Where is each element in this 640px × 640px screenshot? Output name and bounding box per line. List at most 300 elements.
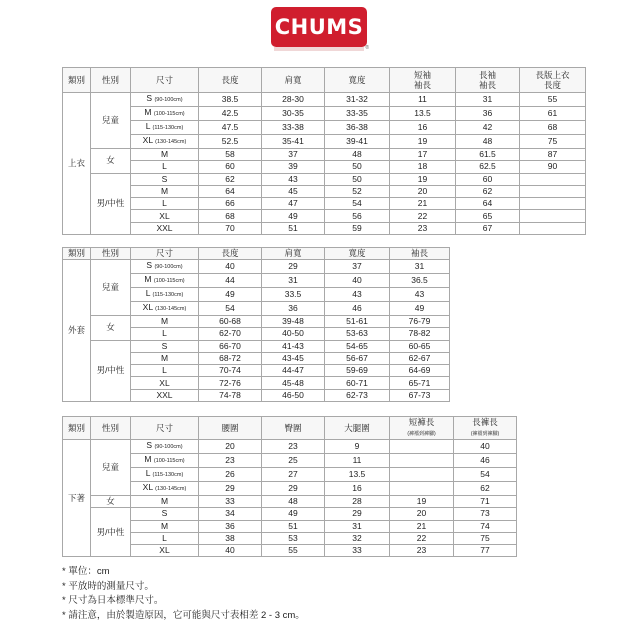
measurement-cell: 44-47 xyxy=(262,365,325,377)
size-label: XL xyxy=(142,135,153,145)
size-cell xyxy=(131,440,199,454)
measurement-cell xyxy=(520,198,586,210)
measurement-cell: 40 xyxy=(454,440,517,454)
size-cell xyxy=(131,508,199,520)
measurement-cell: 36 xyxy=(456,107,520,121)
measurement-cell: 36 xyxy=(262,302,325,316)
category-cell: 下著 xyxy=(63,440,91,557)
table-row xyxy=(63,260,450,274)
measurement-cell: 36.5 xyxy=(390,274,450,288)
size-label: S xyxy=(161,173,168,184)
header-row xyxy=(63,68,586,93)
table-row xyxy=(63,107,586,121)
size-cell xyxy=(131,210,199,222)
table-row xyxy=(63,440,517,454)
size-cell xyxy=(131,545,199,557)
measurement-cell: 31 xyxy=(262,274,325,288)
height-range: (115-130cm) xyxy=(152,125,184,131)
table-row xyxy=(63,198,586,210)
measurement-cell: 20 xyxy=(199,440,262,454)
measurement-cell: 33.5 xyxy=(262,288,325,302)
measurement-cell: 22 xyxy=(390,532,454,544)
measurement-cell: 74 xyxy=(454,520,517,532)
measurement-cell: 62-73 xyxy=(325,389,390,401)
measurement-cell: 17 xyxy=(390,149,456,161)
table-row xyxy=(63,135,586,149)
measurement-cell: 48 xyxy=(456,135,520,149)
measurement-cell: 11 xyxy=(390,93,456,107)
measurement-cell: 67 xyxy=(456,222,520,234)
measurement-cell: 19 xyxy=(390,173,456,185)
measurement-cell: 60-71 xyxy=(325,377,390,389)
measurement-cell: 50 xyxy=(325,161,390,173)
size-label: S xyxy=(161,340,168,351)
measurement-cell xyxy=(520,185,586,197)
measurement-cell: 47 xyxy=(262,198,325,210)
column-header: 腰圍 xyxy=(199,417,262,440)
size-label: XL xyxy=(159,210,170,221)
measurement-cell: 46 xyxy=(454,454,517,468)
column-header: 類別 xyxy=(63,417,91,440)
measurement-cell: 26 xyxy=(199,468,262,482)
height-range: (100-115cm) xyxy=(153,111,185,117)
measurement-cell: 59 xyxy=(325,222,390,234)
measurement-cell: 11 xyxy=(325,454,390,468)
size-cell xyxy=(131,222,199,234)
measurement-cell: 36-38 xyxy=(325,121,390,135)
measurement-cell: 28 xyxy=(325,496,390,508)
measurement-cell: 62 xyxy=(456,185,520,197)
measurement-cell: 65 xyxy=(456,210,520,222)
size-cell xyxy=(131,198,199,210)
size-label: S xyxy=(161,508,168,519)
size-cell xyxy=(131,149,199,161)
column-header: 尺寸 xyxy=(131,248,199,260)
logo-badge xyxy=(271,7,367,47)
measurement-cell: 22 xyxy=(390,210,456,222)
size-label: XL xyxy=(159,377,170,388)
column-header: 寬度 xyxy=(325,248,390,260)
size-label: XXL xyxy=(156,389,173,400)
size-cell xyxy=(131,532,199,544)
size-cell xyxy=(131,93,199,107)
measurement-cell: 62 xyxy=(454,482,517,496)
height-range: (130-145cm) xyxy=(155,486,187,492)
size-label: M xyxy=(160,316,169,327)
table-row xyxy=(63,520,517,532)
measurement-cell: 47.5 xyxy=(199,121,262,135)
measurement-cell xyxy=(390,440,454,454)
measurement-cell: 31 xyxy=(456,93,520,107)
measurement-cell: 9 xyxy=(325,440,390,454)
measurement-cell: 68 xyxy=(520,121,586,135)
size-cell xyxy=(131,173,199,185)
measurement-cell: 43 xyxy=(390,288,450,302)
size-cell xyxy=(131,468,199,482)
height-range: (115-130cm) xyxy=(152,292,184,298)
size-cell xyxy=(131,302,199,316)
trademark-mark: ® xyxy=(365,45,369,51)
measurement-cell: 61.5 xyxy=(456,149,520,161)
column-header: 類別 xyxy=(63,68,91,93)
measurement-cell: 60 xyxy=(199,161,262,173)
measurement-cell: 59-69 xyxy=(325,365,390,377)
measurement-cell: 39-48 xyxy=(262,316,325,328)
table-row xyxy=(63,508,517,520)
size-label: M xyxy=(160,186,169,197)
measurement-cell: 76-79 xyxy=(390,316,450,328)
measurement-cell: 39-41 xyxy=(325,135,390,149)
measurement-cell: 16 xyxy=(325,482,390,496)
measurement-cell: 66-70 xyxy=(199,340,262,352)
measurement-cell: 60-65 xyxy=(390,340,450,352)
measurement-cell: 49 xyxy=(262,508,325,520)
size-cell xyxy=(131,389,199,401)
measurement-cell: 32 xyxy=(325,532,390,544)
measurement-cell: 35-41 xyxy=(262,135,325,149)
gender-cell: 女 xyxy=(91,149,131,174)
size-cell xyxy=(131,316,199,328)
measurement-cell: 68 xyxy=(199,210,262,222)
measurement-cell: 23 xyxy=(390,545,454,557)
column-header: 袖長 xyxy=(390,248,450,260)
measurement-cell: 33-38 xyxy=(262,121,325,135)
measurement-cell: 58 xyxy=(199,149,262,161)
gender-cell: 兒童 xyxy=(91,260,131,316)
size-label: M xyxy=(160,353,169,364)
note-unit: * 單位：cm xyxy=(62,566,110,577)
table-row xyxy=(63,149,586,161)
table-row xyxy=(63,340,450,352)
gender-cell: 男/中性 xyxy=(91,173,131,234)
measurement-cell xyxy=(390,468,454,482)
measurement-cell: 31 xyxy=(390,260,450,274)
measurement-cell: 42 xyxy=(456,121,520,135)
measurement-cell: 19 xyxy=(390,496,454,508)
height-range: (90-100cm) xyxy=(154,264,183,270)
measurement-cell: 41-43 xyxy=(262,340,325,352)
size-label: XXL xyxy=(156,222,173,233)
measurement-cell: 40 xyxy=(325,274,390,288)
measurement-cell: 18 xyxy=(390,161,456,173)
measurement-cell: 65-71 xyxy=(390,377,450,389)
measurement-cell: 51 xyxy=(262,520,325,532)
measurement-cell: 42.5 xyxy=(199,107,262,121)
category-cell: 外套 xyxy=(63,260,91,402)
size-cell xyxy=(131,454,199,468)
column-header: 臀圍 xyxy=(262,417,325,440)
height-range: (100-115cm) xyxy=(153,458,185,464)
column-header: 性別 xyxy=(91,68,131,93)
measurement-cell: 30-35 xyxy=(262,107,325,121)
size-label: M xyxy=(144,454,152,464)
measurement-cell: 55 xyxy=(520,93,586,107)
size-cell xyxy=(131,340,199,352)
measurement-cell: 62-70 xyxy=(199,328,262,340)
measurement-cell: 66 xyxy=(199,198,262,210)
measurement-cell: 54 xyxy=(199,302,262,316)
measurement-cell: 40 xyxy=(199,260,262,274)
size-label: M xyxy=(160,149,169,160)
table-row xyxy=(63,482,517,496)
gender-cell: 兒童 xyxy=(91,93,131,149)
measurement-cell: 74-78 xyxy=(199,389,262,401)
measurement-cell: 20 xyxy=(390,508,454,520)
size-cell xyxy=(131,274,199,288)
column-header: 性別 xyxy=(91,417,131,440)
measurement-cell: 60 xyxy=(456,173,520,185)
measurement-cell: 29 xyxy=(262,482,325,496)
measurement-cell: 52.5 xyxy=(199,135,262,149)
size-cell xyxy=(131,328,199,340)
measurement-cell: 21 xyxy=(390,520,454,532)
measurement-cell: 56-67 xyxy=(325,352,390,364)
header-row xyxy=(63,417,517,440)
measurement-cell: 39 xyxy=(262,161,325,173)
measurement-cell: 60-68 xyxy=(199,316,262,328)
measurement-cell: 50 xyxy=(325,173,390,185)
measurement-cell: 28-30 xyxy=(262,93,325,107)
size-label: L xyxy=(145,468,151,478)
measurement-cell: 64-69 xyxy=(390,365,450,377)
measurement-cell: 73 xyxy=(454,508,517,520)
measurement-cell: 48 xyxy=(325,149,390,161)
measurement-cell: 19 xyxy=(390,135,456,149)
column-header: 長版上衣 長度 xyxy=(520,68,586,93)
gender-cell: 男/中性 xyxy=(91,340,131,401)
measurement-cell: 62.5 xyxy=(456,161,520,173)
table-row xyxy=(63,532,517,544)
measurement-cell: 49 xyxy=(262,210,325,222)
tops-size-table xyxy=(62,67,586,235)
height-range: (90-100cm) xyxy=(154,97,183,103)
size-label: XL xyxy=(142,482,153,492)
gender-cell: 兒童 xyxy=(91,440,131,496)
size-cell xyxy=(131,365,199,377)
measurement-cell: 43 xyxy=(325,288,390,302)
measurement-cell xyxy=(520,210,586,222)
header-row xyxy=(63,248,450,260)
size-label: L xyxy=(162,198,167,209)
size-label: XL xyxy=(142,302,153,312)
table-row xyxy=(63,173,586,185)
measurement-cell: 33-35 xyxy=(325,107,390,121)
measurement-cell: 54-65 xyxy=(325,340,390,352)
table-row xyxy=(63,496,517,508)
size-cell xyxy=(131,496,199,508)
column-header: 類別 xyxy=(63,248,91,260)
footnotes xyxy=(62,565,305,623)
size-label: XL xyxy=(159,545,170,556)
table-row xyxy=(63,210,586,222)
measurement-cell: 31 xyxy=(325,520,390,532)
size-cell xyxy=(131,260,199,274)
gender-cell: 男/中性 xyxy=(91,508,131,557)
measurement-cell: 20 xyxy=(390,185,456,197)
measurement-cell: 51 xyxy=(262,222,325,234)
measurement-cell: 33 xyxy=(325,545,390,557)
measurement-cell: 37 xyxy=(325,260,390,274)
category-cell: 上衣 xyxy=(63,93,91,235)
column-header: 尺寸 xyxy=(131,417,199,440)
measurement-cell: 13.5 xyxy=(325,468,390,482)
measurement-cell: 38.5 xyxy=(199,93,262,107)
table-row xyxy=(63,316,450,328)
measurement-cell: 52 xyxy=(325,185,390,197)
measurement-cell: 29 xyxy=(262,260,325,274)
bottoms-size-table xyxy=(62,416,517,557)
measurement-cell: 87 xyxy=(520,149,586,161)
measurement-cell: 51-61 xyxy=(325,316,390,328)
table-row xyxy=(63,161,586,173)
measurement-cell: 64 xyxy=(456,198,520,210)
measurement-cell xyxy=(390,482,454,496)
measurement-cell: 36 xyxy=(199,520,262,532)
column-header: 長袖 袖長 xyxy=(456,68,520,93)
measurement-cell: 25 xyxy=(262,454,325,468)
note-japan-size: * 尺寸為日本標準尺寸。 xyxy=(62,595,164,606)
measurement-cell: 55 xyxy=(262,545,325,557)
brand-name: CHUMS xyxy=(274,15,364,39)
measurement-cell: 46 xyxy=(325,302,390,316)
measurement-cell: 62-67 xyxy=(390,352,450,364)
measurement-cell: 56 xyxy=(325,210,390,222)
measurement-cell: 54 xyxy=(454,468,517,482)
measurement-cell: 53 xyxy=(262,532,325,544)
size-cell xyxy=(131,482,199,496)
table-row xyxy=(63,468,517,482)
measurement-cell: 44 xyxy=(199,274,262,288)
measurement-cell: 23 xyxy=(199,454,262,468)
measurement-cell: 75 xyxy=(520,135,586,149)
chums-logo xyxy=(271,7,369,57)
measurement-cell: 75 xyxy=(454,532,517,544)
measurement-cell: 70-74 xyxy=(199,365,262,377)
measurement-cell: 49 xyxy=(199,288,262,302)
size-cell xyxy=(131,520,199,532)
measurement-cell: 49 xyxy=(390,302,450,316)
measurement-cell: 71 xyxy=(454,496,517,508)
size-label: S xyxy=(146,260,153,270)
table-row xyxy=(63,185,586,197)
size-label: L xyxy=(162,533,167,544)
measurement-cell: 37 xyxy=(262,149,325,161)
measurement-cell: 43-45 xyxy=(262,352,325,364)
note-tolerance: * 請注意，由於製造原因，它可能與尺寸表相差 2 - 3 cm。 xyxy=(62,609,305,621)
measurement-cell: 38 xyxy=(199,532,262,544)
measurement-cell: 70 xyxy=(199,222,262,234)
measurement-cell: 29 xyxy=(325,508,390,520)
size-cell xyxy=(131,352,199,364)
column-header: 性別 xyxy=(91,248,131,260)
table-row xyxy=(63,545,517,557)
gender-cell: 女 xyxy=(91,496,131,508)
column-header: 尺寸 xyxy=(131,68,199,93)
size-label: S xyxy=(146,93,153,103)
size-cell xyxy=(131,135,199,149)
measurement-cell: 67-73 xyxy=(390,389,450,401)
measurement-cell: 13.5 xyxy=(390,107,456,121)
size-cell xyxy=(131,121,199,135)
measurement-cell: 23 xyxy=(390,222,456,234)
size-cell xyxy=(131,107,199,121)
column-header: 大腿圍 xyxy=(325,417,390,440)
column-header: 長度 xyxy=(199,248,262,260)
outerwear-size-table xyxy=(62,247,450,402)
measurement-cell: 46-50 xyxy=(262,389,325,401)
measurement-cell: 48 xyxy=(262,496,325,508)
size-cell xyxy=(131,185,199,197)
logo-shadow xyxy=(274,47,364,51)
column-header: 肩寬 xyxy=(262,68,325,93)
table-row xyxy=(63,121,586,135)
size-label: M xyxy=(160,496,169,507)
measurement-cell: 16 xyxy=(390,121,456,135)
height-range: (130-145cm) xyxy=(155,139,187,145)
measurement-cell: 53-63 xyxy=(325,328,390,340)
measurement-cell xyxy=(390,454,454,468)
measurement-cell: 45 xyxy=(262,185,325,197)
size-label: S xyxy=(146,440,153,450)
header-note: (褲襠到褲腳) xyxy=(470,431,500,437)
measurement-cell: 62 xyxy=(199,173,262,185)
measurement-cell xyxy=(520,222,586,234)
column-header: 長褲長 (褲襠到褲腳) xyxy=(454,417,517,440)
gender-cell: 女 xyxy=(91,316,131,341)
measurement-cell: 34 xyxy=(199,508,262,520)
measurement-cell: 27 xyxy=(262,468,325,482)
measurement-cell: 77 xyxy=(454,545,517,557)
size-label: M xyxy=(144,107,152,117)
measurement-cell: 72-76 xyxy=(199,377,262,389)
size-label: L xyxy=(162,161,167,172)
measurement-cell: 64 xyxy=(199,185,262,197)
measurement-cell xyxy=(520,173,586,185)
column-header: 寬度 xyxy=(325,68,390,93)
size-label: L xyxy=(145,121,151,131)
size-label: M xyxy=(144,274,152,284)
height-range: (115-130cm) xyxy=(152,472,184,478)
measurement-cell: 40-50 xyxy=(262,328,325,340)
table-row xyxy=(63,454,517,468)
header-note: (褲襠到褲腳) xyxy=(407,431,436,437)
measurement-cell: 33 xyxy=(199,496,262,508)
column-header: 長度 xyxy=(199,68,262,93)
measurement-cell: 78-82 xyxy=(390,328,450,340)
size-cell xyxy=(131,288,199,302)
size-label: M xyxy=(160,520,169,531)
measurement-cell: 61 xyxy=(520,107,586,121)
table-row xyxy=(63,93,586,107)
column-header: 短袖 袖長 xyxy=(390,68,456,93)
size-label: L xyxy=(162,328,167,339)
measurement-cell: 23 xyxy=(262,440,325,454)
size-label: L xyxy=(145,288,151,298)
height-range: (130-145cm) xyxy=(155,306,187,312)
measurement-cell: 68-72 xyxy=(199,352,262,364)
measurement-cell: 31-32 xyxy=(325,93,390,107)
measurement-cell: 54 xyxy=(325,198,390,210)
height-range: (100-115cm) xyxy=(153,278,185,284)
column-header: 肩寬 xyxy=(262,248,325,260)
measurement-cell: 40 xyxy=(199,545,262,557)
measurement-cell: 45-48 xyxy=(262,377,325,389)
column-header: 短褲長 (褲襠到褲腳) xyxy=(390,417,454,440)
height-range: (90-100cm) xyxy=(154,444,183,450)
measurement-cell: 21 xyxy=(390,198,456,210)
table-row xyxy=(63,222,586,234)
measurement-cell: 29 xyxy=(199,482,262,496)
